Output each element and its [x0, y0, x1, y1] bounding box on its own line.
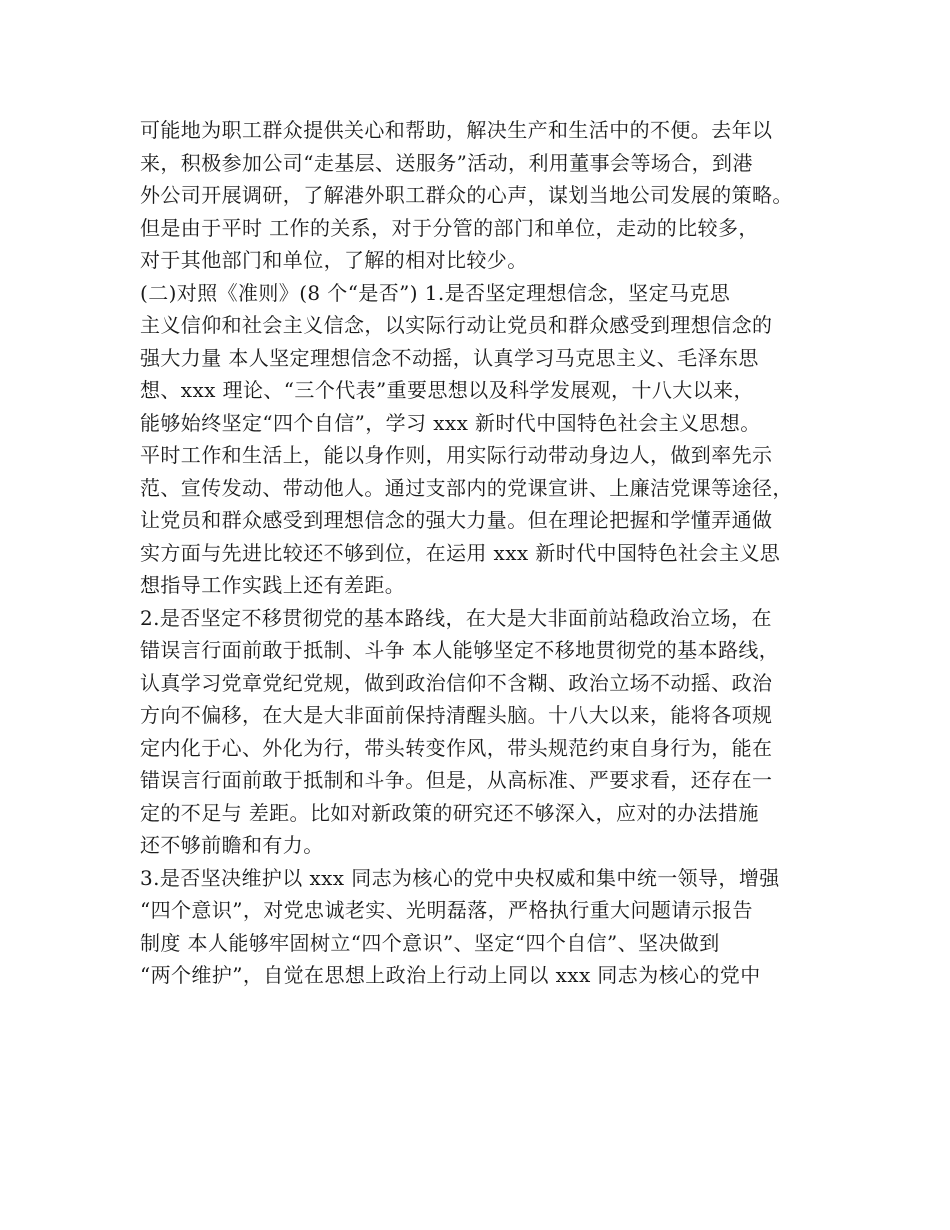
text-line: 能够始终坚定“四个自信”，学习 xxx 新时代中国特色社会主义思想。 [140, 410, 761, 435]
text-line: 错误言行面前敢于抵制、斗争 本人能够坚定不移地贯彻党的基本路线， [140, 638, 780, 662]
text-line: 让党员和群众感受到理想信念的强大力量。但在理论把握和学懂弄通做 [140, 508, 773, 532]
text-line: 平时工作和生活上，能以身作则，用实际行动带动身边人，做到率先示 [140, 443, 773, 467]
text-line: 认真学习党章党纪党规，做到政治信仰不含糊、政治立场不动摇、政治 [140, 670, 773, 695]
text-line: 对于其他部门和单位，了解的相对比较少。 [140, 248, 528, 272]
text-line: 主义信仰和社会主义信念，以实际行动让党员和群众感受到理想信念的 [140, 313, 773, 337]
text-line: 强大力量 本人坚定理想信念不动摇，认真学习马克思主义、毛泽东思 [140, 345, 759, 370]
text-line: 实方面与先进比较还不够到位，在运用 xxx 新时代中国特色社会主义思 [140, 540, 781, 565]
section-heading-line: (二)对照《准则》(8 个“是否”) 1.是否坚定理想信念，坚定马克思 [140, 280, 731, 305]
text-line: 想指导工作实践上还有差距。 [140, 573, 406, 597]
text-line: 方向不偏移，在大是大非面前保持清醒头脑。十八大以来，能将各项规 [140, 703, 773, 727]
text-line: “两个维护”，自觉在思想上政治上行动上同以 xxx 同志为核心的党中 [140, 963, 761, 987]
text-line: 还不够前瞻和有力。 [140, 833, 324, 857]
text-line: 制度 本人能够牢固树立“四个意识”、坚定“四个自信”、坚决做到 [140, 930, 720, 955]
text-line: 来，积极参加公司“走基层、送服务”活动，利用董事会等场合，到港 [140, 150, 753, 175]
text-line: 定的不足与 差距。比如对新政策的研究还不够深入，应对的办法措施 [140, 800, 759, 825]
body-text [140, 114, 840, 992]
text-line: 定内化于心、外化为行，带头转变作风，带头规范约束自身行为，能在 [140, 735, 773, 760]
text-line: 想、xxx 理论、“三个代表”重要思想以及科学发展观，十八大以来， [140, 378, 754, 402]
text-line: 外公司开展调研，了解港外职工群众的心声，谋划当地公司发展的策略。 [140, 183, 793, 207]
text-line: 错误言行面前敢于抵制和斗争。但是，从高标准、严要求看，还存在一 [140, 768, 773, 792]
text-line: 范、宣传发动、带动他人。通过支部内的党课宣讲、上廉洁党课等途径， [140, 475, 793, 500]
text-line: 可能地为职工群众提供关心和帮助，解决生产和生活中的不便。去年以 [140, 118, 773, 142]
text-line: “四个意识”，对党忠诚老实、光明磊落，严格执行重大问题请示报告 [140, 898, 753, 922]
text-line: 但是由于平时 工作的关系，对于分管的部门和单位，走动的比较多， [140, 215, 759, 240]
item-3-line: 3.是否坚决维护以 xxx 同志为核心的党中央权威和集中统一领导，增强 [140, 865, 780, 890]
item-2-line: 2.是否坚定不移贯彻党的基本路线，在大是大非面前站稳政治立场，在 [140, 605, 772, 630]
